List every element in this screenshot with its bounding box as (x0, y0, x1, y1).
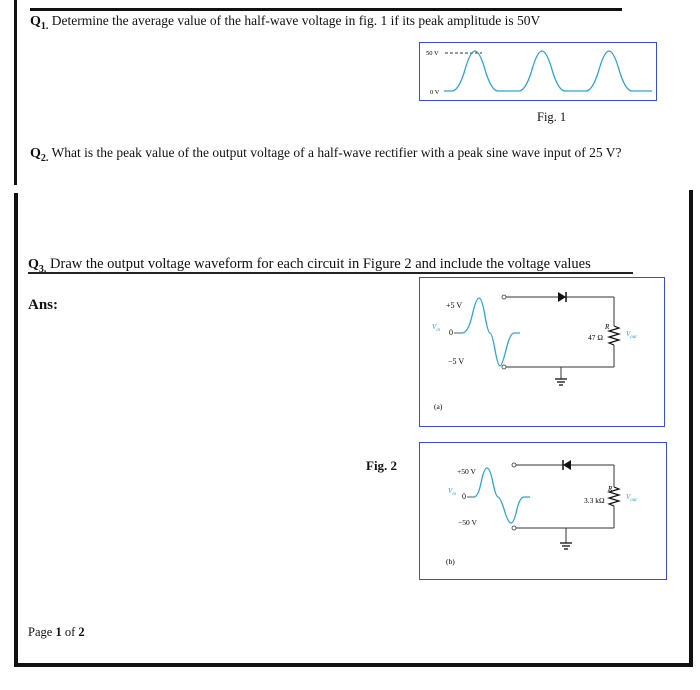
circuit-a-caption: (a) (434, 402, 443, 411)
circuit-b-vout-label: $V_{out}$ (626, 493, 637, 503)
circuit-b-box (419, 442, 667, 580)
circuit-b-input-sine (474, 468, 530, 523)
left-margin-bar-lower (14, 193, 18, 665)
circuit-a-zero: 0 (449, 328, 453, 337)
question-3-text: Draw the output voltage waveform for each circuit in Figure 2 and include the voltage values (50, 256, 591, 272)
circuit-a-vout-label: $V_{out}$ (626, 330, 637, 340)
figure-1-waveform (420, 43, 656, 100)
circuit-a-diagram (420, 278, 664, 426)
circuit-a-neg-peak: −5 V (448, 357, 465, 366)
circuit-a-resistor (609, 326, 619, 345)
answer-label: Ans: (28, 297, 59, 313)
bottom-rule (14, 663, 693, 667)
question-1-text: Determine the average value of the half-wave voltage in fig. 1 if its peak amplitude is 50V (51, 13, 541, 28)
question-2-text: What is the peak value of the output voltage of a half-wave rectifier with a peak sine wave input of 25 V? (51, 145, 622, 160)
question-1 (30, 13, 540, 32)
circuit-a-box (419, 277, 665, 427)
circuit-a-terminal-bottom (502, 365, 506, 369)
circuit-a-ground-symbol (555, 379, 567, 385)
question-3 (28, 256, 591, 275)
circuit-b-caption: (b) (446, 557, 455, 566)
figure-1-caption: Fig. 1 (537, 110, 567, 124)
circuit-b-zero: 0 (462, 492, 466, 501)
left-margin-bar (14, 0, 17, 185)
circuit-b-ground-symbol (560, 543, 572, 549)
circuit-b-terminal-top (512, 463, 516, 467)
question-2 (30, 145, 621, 164)
circuit-a-terminal-top (502, 295, 506, 299)
right-margin-bar (689, 190, 693, 666)
question-3-number: $Q_{3.}$ (28, 257, 47, 275)
figure-2-label: Fig. 2 (366, 458, 398, 473)
question-1-number: $Q_{1.}$ (30, 14, 49, 32)
circuit-b-diode (563, 460, 571, 470)
page-number: Page 1 of 2 (28, 625, 85, 639)
fig1-half-wave-trace (444, 51, 652, 91)
circuit-a-r-label: R (605, 323, 610, 331)
top-rule (30, 8, 622, 11)
fig1-zero-label: 0 V (430, 89, 440, 96)
circuit-b-diagram (420, 443, 666, 579)
circuit-b-r-label: R (608, 485, 613, 493)
circuit-b-r-value: 3.3 kΩ (584, 496, 605, 505)
circuit-b-terminal-bottom (512, 526, 516, 530)
circuit-b-neg-peak: −50 V (458, 518, 477, 527)
figure-1-box (419, 42, 657, 101)
circuit-a-diode (558, 292, 566, 302)
circuit-a-pos-peak: +5 V (446, 301, 463, 310)
circuit-a-input-sine (462, 298, 520, 366)
circuit-a-vin-label: $V_{in}$ (432, 323, 441, 333)
circuit-b-pos-peak: +50 V (457, 467, 476, 476)
question-2-number: $Q_{2.}$ (30, 146, 49, 164)
circuit-a-r-value: 47 Ω (588, 333, 603, 342)
circuit-b-vin-label: $V_{in}$ (448, 487, 457, 497)
fig1-peak-label: 50 V (426, 50, 439, 57)
